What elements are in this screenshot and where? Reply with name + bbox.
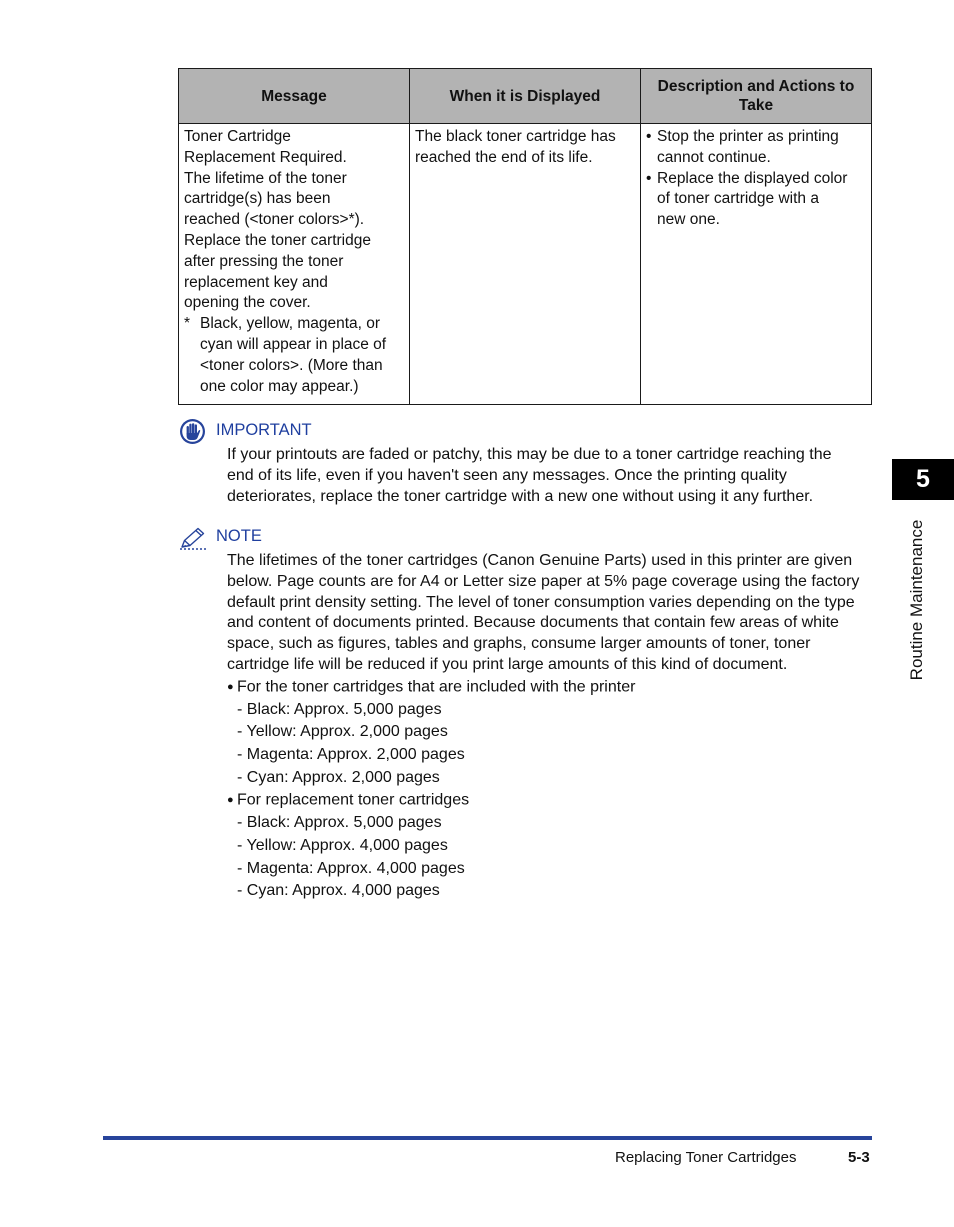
footnote-line: <toner colors>. (More than [200, 356, 383, 374]
message-line: opening the cover. [184, 294, 311, 312]
important-line: deteriorates, replace the toner cartridge with a new one without using it any further. [227, 487, 814, 505]
note-title: NOTE [216, 527, 262, 545]
footnote-line: Black, yellow, magenta, or [200, 315, 381, 333]
list-item: - Cyan: Approx. 2,000 pages [237, 768, 440, 786]
action-item [646, 169, 865, 231]
footnote-line: cyan will appear in place of [200, 335, 387, 353]
action-line: cannot continue. [657, 148, 771, 166]
group-label: For the toner cartridges that are included with the printer [237, 678, 636, 696]
note-text [227, 551, 872, 676]
note-line: The lifetimes of the toner cartridges (Canon Genuine Parts) used in this printer are given [227, 552, 853, 569]
footnote [184, 314, 403, 397]
footnote-mark: * [184, 315, 191, 333]
bullet: • [646, 169, 652, 187]
message-line: The lifetime of the toner [184, 169, 347, 187]
footer-section-title: Replacing Toner Cartridges [615, 1149, 797, 1166]
bullet: ● [227, 794, 234, 807]
message-line: reached (<toner colors>*). [184, 211, 365, 229]
hand-stop-icon [179, 418, 206, 445]
action-item [646, 127, 865, 169]
action-line: of toner cartridge with a [657, 190, 819, 208]
page-number: 5-3 [848, 1149, 870, 1166]
note-line: default print density setting. The level of toner consumption varies depending on the type [227, 593, 855, 611]
when-line: reached the end of its life. [415, 148, 593, 166]
actions-cell [641, 124, 872, 405]
pencil-icon [179, 526, 207, 550]
message-line: Replacement Required. [184, 148, 347, 166]
group-label: For replacement toner cartridges [237, 792, 470, 810]
list-item: - Yellow: Approx. 4,000 pages [237, 836, 448, 854]
footer-rule [103, 1136, 872, 1140]
important-title: IMPORTANT [216, 421, 312, 439]
action-line: Stop the printer as printing [657, 128, 839, 145]
list-item: - Magenta: Approx. 2,000 pages [237, 746, 465, 764]
note-line: and content of documents printed. Because documents that contain few areas of white [227, 614, 839, 632]
message-line: after pressing the toner [184, 252, 344, 270]
note-line: space, such as figures, tables and graphs, consume larger amounts of toner, toner [227, 635, 811, 653]
when-displayed-cell [410, 124, 641, 405]
bullet: ● [227, 681, 234, 693]
message-table [178, 68, 872, 405]
table-row [179, 124, 872, 405]
chapter-tab[interactable]: 5 [892, 459, 954, 500]
important-line: end of its life, even if you haven't seen any messages. Once the printing quality [227, 466, 787, 484]
lifetime-list [227, 676, 635, 903]
list-item: - Cyan: Approx. 4,000 pages [237, 882, 440, 900]
important-text [227, 445, 872, 507]
header-when-displayed: When it is Displayed [410, 69, 641, 124]
list-item: - Black: Approx. 5,000 pages [237, 814, 442, 832]
message-line: replacement key and [184, 273, 328, 291]
action-line: new one. [657, 211, 720, 229]
message-line: Toner Cartridge [184, 128, 291, 145]
action-line: Replace the displayed color [657, 169, 848, 187]
header-description-actions: Description and Actions to Take [641, 69, 872, 124]
header-message: Message [179, 69, 410, 124]
message-line: cartridge(s) has been [184, 190, 331, 208]
chapter-label: Routine Maintenance [907, 519, 926, 681]
list-item: - Magenta: Approx. 4,000 pages [237, 859, 465, 877]
message-line: Replace the toner cartridge [184, 231, 371, 249]
message-cell [179, 124, 410, 405]
when-line: The black toner cartridge has [415, 128, 616, 145]
note-line: cartridge life will be reduced if you print large amounts of this kind of document. [227, 655, 788, 673]
list-group-heading [227, 676, 635, 699]
important-line: If your printouts are faded or patchy, this may be due to a toner cartridge reaching the [227, 446, 832, 463]
note-line: below. Page counts are for A4 or Letter size paper at 5% page coverage using the factory [227, 572, 860, 590]
footnote-line: one color may appear.) [200, 377, 359, 395]
list-item: - Black: Approx. 5,000 pages [237, 700, 442, 718]
list-group-heading [227, 789, 635, 812]
bullet: • [646, 128, 652, 145]
table-header-row [179, 69, 872, 124]
list-item: - Yellow: Approx. 2,000 pages [237, 723, 448, 741]
